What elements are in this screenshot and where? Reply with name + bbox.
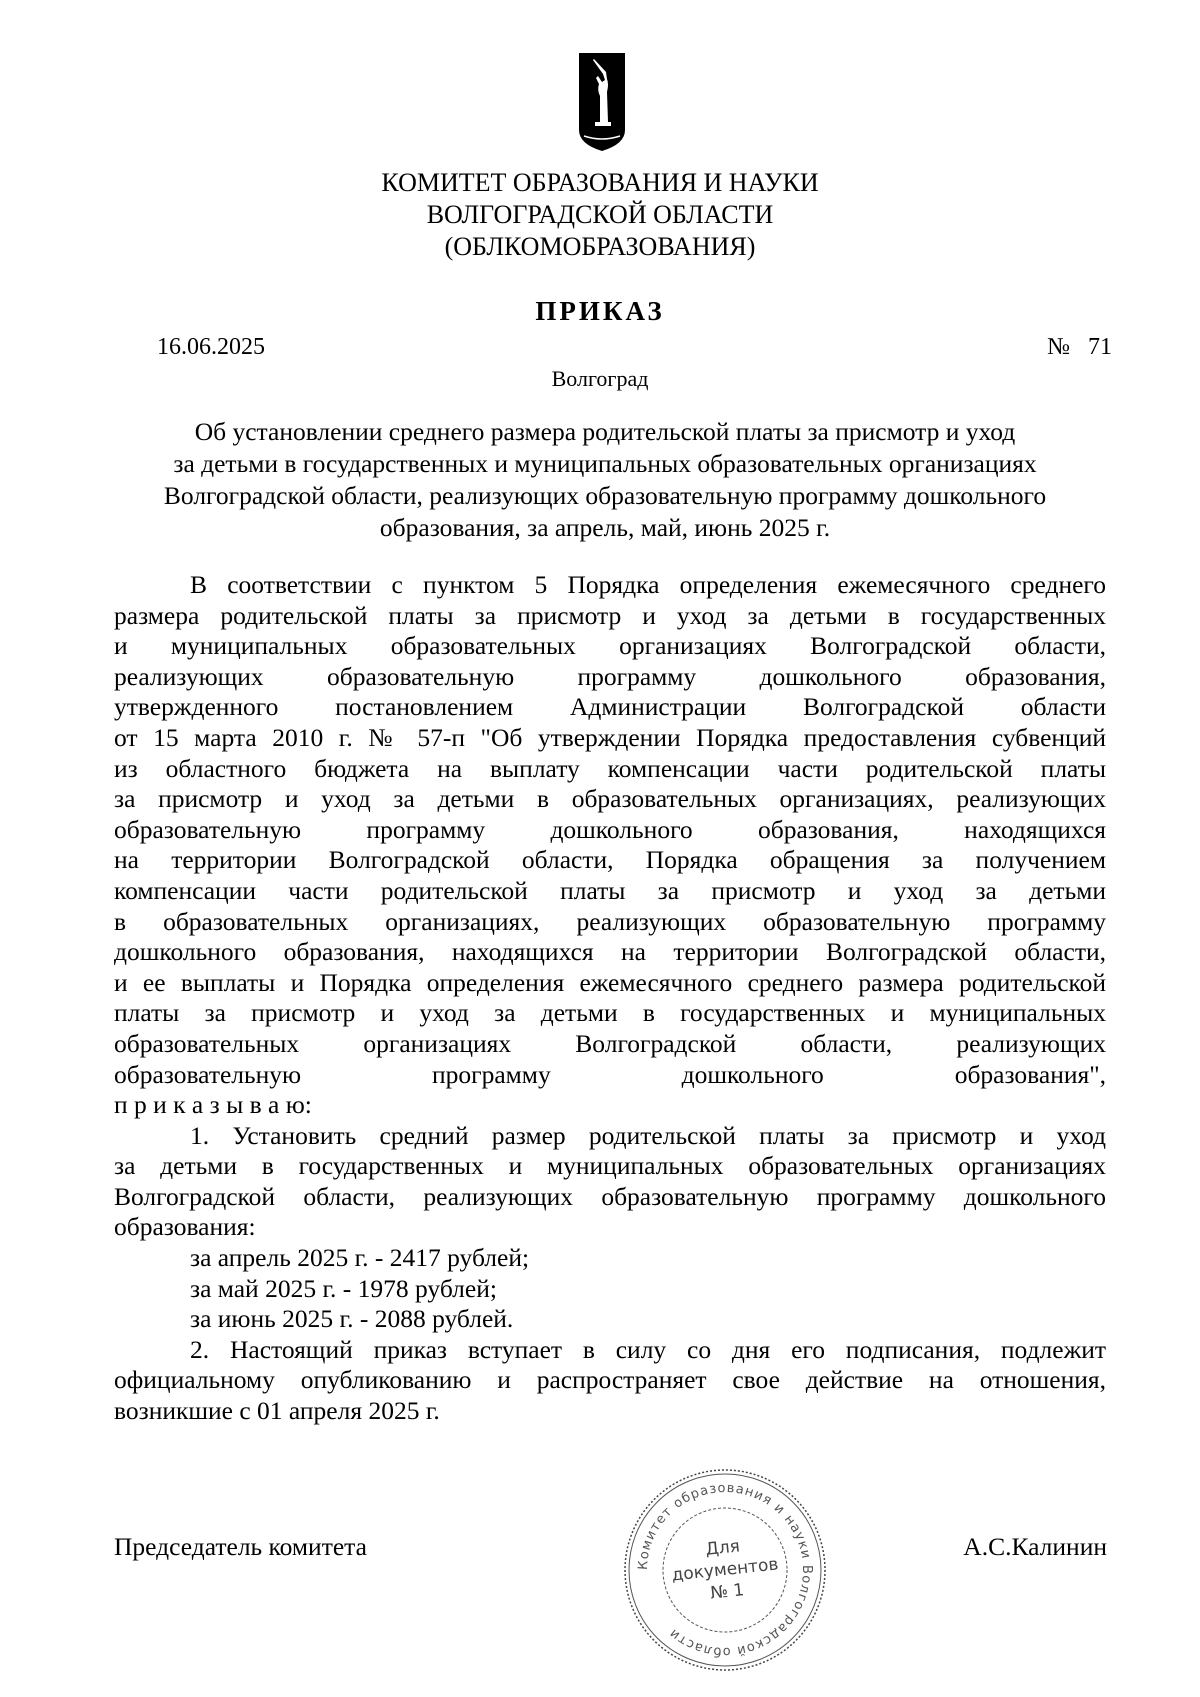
preamble-line: в образовательных организациях, реализующих образовательную программу [114,906,1106,936]
signatory-role: Председатель комитета [114,1532,367,1561]
org-name-line2: ВОЛГОГРАДСКОЙ ОБЛАСТИ [426,200,774,229]
document-subject [110,416,1100,544]
amount-may: за май 2025 г. - 1978 рублей; [190,1273,497,1303]
preamble-line: от 15 марта 2010 г. № 57-п "Об утверждении Порядка предоставления субвенций [114,722,1106,752]
document-body [114,570,1106,1427]
preamble-line: из областного бюджета на выплату компенсации части родительской платы [114,753,1106,783]
preamble-line: дошкольного образования, находящихся на территории Волгоградской области, [114,937,1106,967]
document-type-title: ПРИКАЗ [535,296,665,326]
preamble-line: образовательную программу дошкольного образования", [114,1059,1106,1089]
item1-line: образования: [114,1212,256,1242]
stamp-center-line3: № 1 [709,1580,746,1604]
official-stamp [620,1465,830,1675]
preamble-line: и муниципальных образовательных организациях Волгоградской области, [114,631,1106,661]
preamble-line: и ее выплаты и Порядка определения ежемесячного среднего размера родительской [114,967,1106,997]
preamble-line: за присмотр и уход за детьми в образовательных организациях, реализующих [114,784,1106,814]
preamble-line: образовательных организациях Волгоградской области, реализующих [114,1028,1106,1058]
item1-line: Волгоградской области, реализующих образовательную программу дошкольного [114,1181,1106,1211]
stamp-center-line2: документов [670,1554,780,1586]
preamble-line: размера родительской платы за присмотр и уход за детьми в государственных [114,600,1106,630]
preamble-line: В соответствии с пунктом 5 Порядка определения ежемесячного среднего [190,570,1106,599]
stamp-center-line1: Для [704,1536,741,1560]
amount-april: за апрель 2025 г. - 2417 рублей; [190,1243,530,1273]
item2-line: 2. Настоящий приказ вступает в силу со дня его подписания, подлежит [190,1334,1106,1364]
amount-june: за июнь 2025 г. - 2088 рублей. [190,1304,514,1334]
item1-line: за детьми в государственных и муниципальных образовательных организациях [114,1151,1106,1181]
preamble-line: платы за присмотр и уход за детьми в государственных и муниципальных [114,998,1106,1028]
subject-line: за детьми в государственных и муниципальных образовательных организациях [173,449,1037,478]
subject-line: образования, за апрель, май, июнь 2025 г. [379,513,831,542]
preamble-line: утвержденного постановлением Администрации Волгоградской области [114,692,1106,722]
org-name-line3: (ОБЛКОМОБРАЗОВАНИЯ) [444,232,756,261]
preamble-line: образовательную программу дошкольного образования, находящихся [114,814,1106,844]
item2-line: возникшие с 01 апреля 2025 г. [114,1396,440,1426]
item1-line: 1. Установить средний размер родительской платы за присмотр и уход [190,1120,1106,1150]
subject-line: Волгоградской области, реализующих образовательную программу дошкольного [163,481,1047,510]
org-name-line1: КОМИТЕТ ОБРАЗОВАНИЯ И НАУКИ [381,168,819,197]
document-city: Волгоград [551,366,649,391]
preamble-line: компенсации части родительской платы за присмотр и уход за детьми [114,875,1106,905]
document-date: 16.06.2025 [157,334,265,360]
coat-of-arms-icon [578,52,626,152]
preamble-line: реализующих образовательную программу дошкольного образования, [114,661,1106,691]
document-number: № 71 [1047,334,1112,360]
order-word: п р и к а з ы в а ю: [114,1090,312,1120]
stamp-ring-text: Комитет образования и науки Волгоградской области [635,1480,815,1660]
item2-line: официальному опубликованию и распространяет свое действие на отношения, [114,1365,1106,1395]
signatory-name: А.С.Калинин [963,1532,1107,1561]
preamble-line: на территории Волгоградской области, Порядка обращения за получением [114,845,1106,875]
subject-line: Об установлении среднего размера родительской платы за присмотр и уход [194,417,1016,446]
